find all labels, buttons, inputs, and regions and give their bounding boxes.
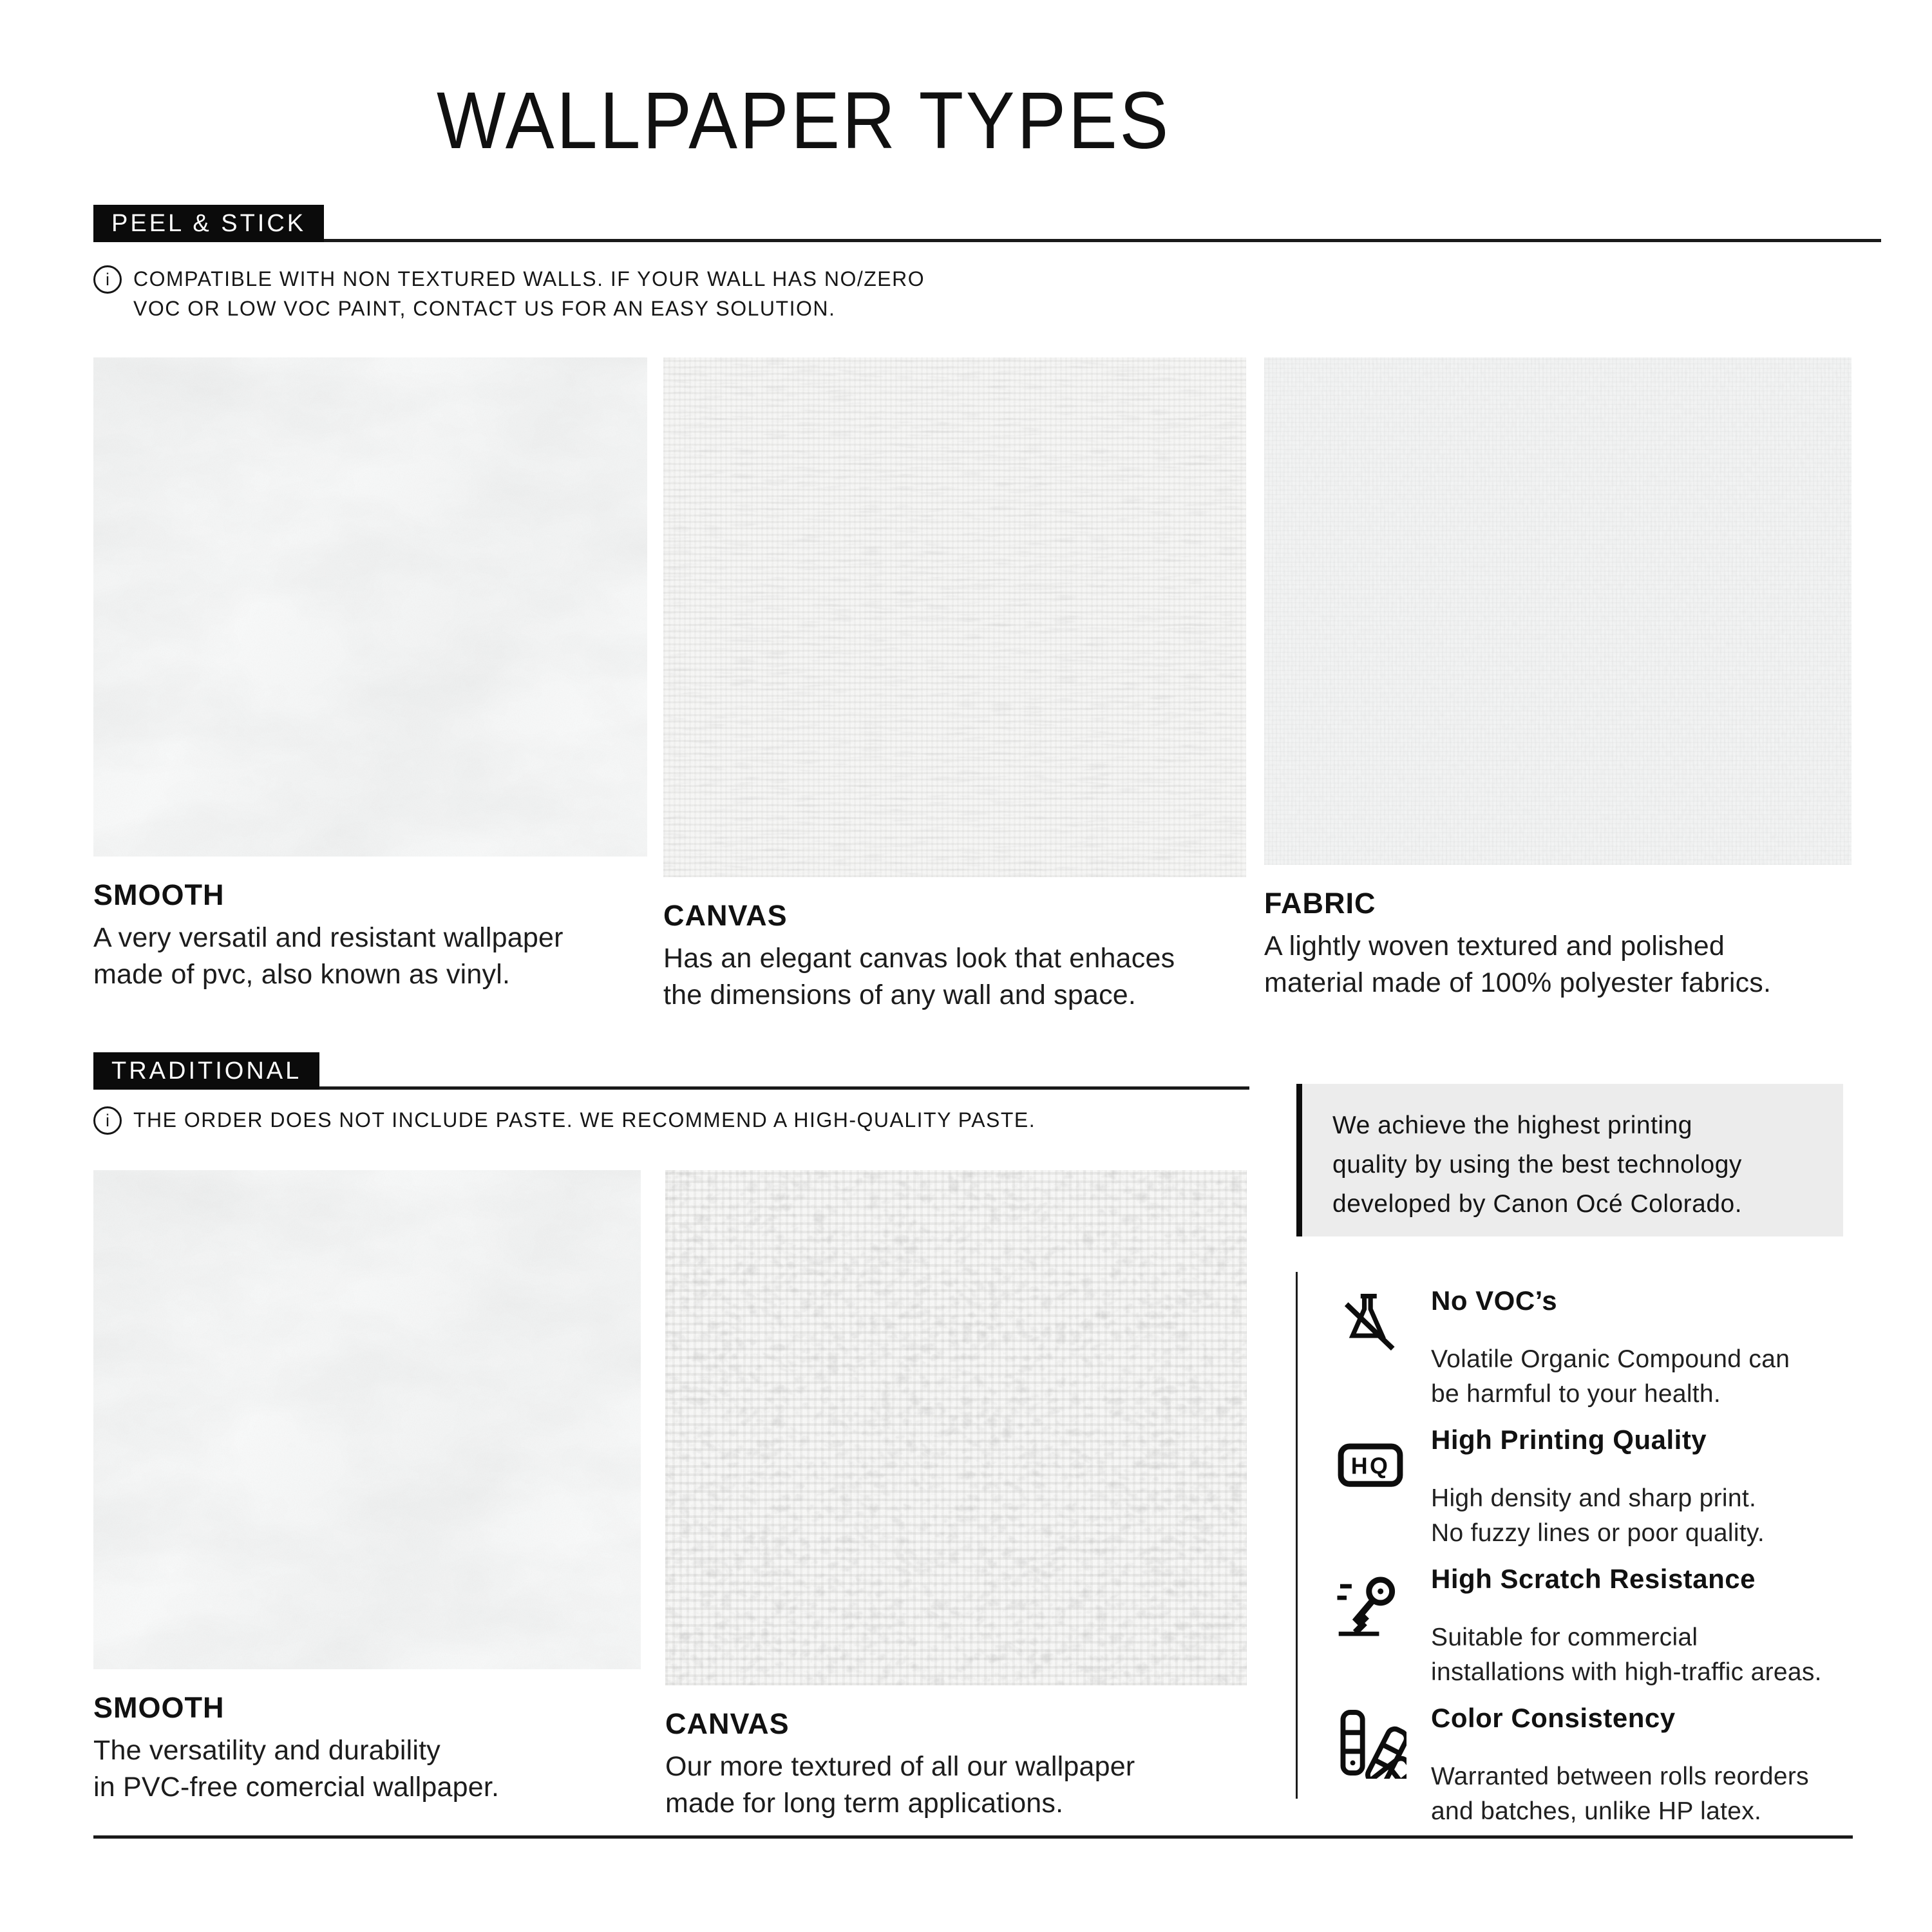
canvas-texture-noise: [663, 357, 1246, 877]
traditional-smooth-column: [93, 1170, 641, 1806]
feature-description: [1431, 1342, 1862, 1412]
peel-stick-note-text: [133, 264, 925, 323]
peel-stick-section-rule: [93, 239, 1881, 242]
feature-description-line: Suitable for commercial: [1431, 1624, 1698, 1651]
feature-description-line: Warranted between rolls reorders: [1431, 1763, 1809, 1790]
traditional-note: [93, 1105, 1036, 1135]
feature-description: [1431, 1481, 1862, 1551]
note-line: VOC OR LOW VOC PAINT, CONTACT US FOR AN EASY SOLUTION.: [133, 297, 836, 320]
peel-stick-smooth-column: [93, 357, 647, 993]
feature-color-consistency: [1334, 1703, 1862, 1829]
swatch-description: [1264, 928, 1852, 1001]
callout-line: developed by Canon Océ Colorado.: [1332, 1190, 1743, 1218]
swatch-description: [93, 1732, 641, 1806]
swatch-description-line: in PVC-free comercial wallpaper.: [93, 1772, 500, 1803]
callout-text: [1296, 1084, 1843, 1224]
swatch-description-line: the dimensions of any wall and space.: [663, 980, 1137, 1010]
features-divider-line: [1296, 1272, 1298, 1799]
info-icon: i: [93, 1106, 122, 1135]
rough-canvas-texture-noise: [665, 1170, 1247, 1685]
swatch-name: SMOOTH: [93, 1691, 225, 1724]
note-line: THE ORDER DOES NOT INCLUDE PASTE. WE RECOMMEND A HIGH-QUALITY PASTE.: [133, 1108, 1036, 1132]
page-title: WALLPAPER TYPES: [437, 76, 1171, 166]
info-icon: i: [93, 265, 122, 294]
swatch-description-line: made for long term applications.: [665, 1788, 1064, 1819]
peel-stick-canvas-column: [663, 357, 1246, 1014]
swatch-description-line: The versatility and durability: [93, 1735, 440, 1766]
swatch-name: SMOOTH: [93, 878, 225, 911]
swatch-name: CANVAS: [665, 1707, 790, 1740]
traditional-canvas-column: [665, 1170, 1247, 1822]
swatch-description-line: Has an elegant canvas look that enhaces: [663, 943, 1175, 974]
swatch-description-line: A very versatil and resistant wallpaper: [93, 922, 564, 953]
feature-title: High Scratch Resistance: [1431, 1564, 1756, 1594]
callout-accent-bar: [1296, 1084, 1302, 1236]
hq-badge-icon: [1334, 1428, 1406, 1501]
feature-description-line: High density and sharp print.: [1431, 1484, 1757, 1512]
feature-description-line: Volatile Organic Compound can: [1431, 1345, 1790, 1373]
printing-quality-callout: [1296, 1084, 1843, 1236]
feature-high-printing-quality: [1334, 1425, 1862, 1551]
swatch-description: [93, 920, 647, 993]
color-swatchbook-icon: [1334, 1707, 1406, 1779]
callout-line: We achieve the highest printing: [1332, 1112, 1692, 1139]
swatch-description-line: made of pvc, also known as vinyl.: [93, 959, 511, 990]
smooth-vinyl-texture-sample: [93, 357, 647, 857]
hq-badge-label: HQ: [1350, 1453, 1390, 1479]
callout-line: quality by using the best technology: [1332, 1151, 1742, 1179]
swatch-description: [663, 940, 1246, 1014]
feature-title: Color Consistency: [1431, 1703, 1676, 1733]
swatch-description-line: A lightly woven textured and polished: [1264, 931, 1725, 961]
feature-description-line: be harmful to your health.: [1431, 1380, 1721, 1408]
rough-canvas-texture-sample: [665, 1170, 1247, 1685]
peel-stick-note: [93, 264, 925, 323]
smooth-texture-noise: [93, 1170, 641, 1669]
feature-text: [1431, 1425, 1862, 1551]
feature-title: No VOC’s: [1431, 1285, 1558, 1316]
smooth-pvc-free-texture-sample: [93, 1170, 641, 1669]
feature-title: High Printing Quality: [1431, 1425, 1707, 1455]
feature-description-line: No fuzzy lines or poor quality.: [1431, 1519, 1765, 1547]
feature-description-line: and batches, unlike HP latex.: [1431, 1797, 1762, 1825]
feature-text: [1431, 1285, 1862, 1412]
fabric-texture-noise: [1264, 357, 1852, 865]
swatch-description-line: material made of 100% polyester fabrics.: [1264, 967, 1772, 998]
swatch-description: [665, 1748, 1247, 1822]
scratch-resistance-key-icon: [1334, 1567, 1406, 1640]
feature-description-line: installations with high-traffic areas.: [1431, 1658, 1822, 1686]
feature-high-scratch-resistance: [1334, 1564, 1862, 1690]
no-voc-flask-icon: [1342, 1291, 1404, 1352]
swatch-name: FABRIC: [1264, 887, 1376, 920]
swatch-name: CANVAS: [663, 899, 788, 932]
smooth-texture-noise: [93, 357, 647, 857]
swatch-description-line: Our more textured of all our wallpaper: [665, 1751, 1135, 1782]
bottom-rule: [93, 1835, 1853, 1839]
polyester-fabric-texture-sample: [1264, 357, 1852, 865]
note-line: COMPATIBLE WITH NON TEXTURED WALLS. IF YOUR WALL HAS NO/ZERO: [133, 267, 925, 290]
traditional-note-text: [133, 1105, 1036, 1135]
feature-text: [1431, 1703, 1862, 1829]
peel-stick-fabric-column: [1264, 357, 1852, 1001]
peel-stick-section-badge: PEEL & STICK: [93, 205, 324, 242]
feature-description: [1431, 1620, 1862, 1690]
feature-text: [1431, 1564, 1862, 1690]
woven-canvas-texture-sample: [663, 357, 1246, 877]
feature-no-voc: [1334, 1285, 1862, 1412]
traditional-section-badge: TRADITIONAL: [93, 1052, 319, 1090]
feature-description: [1431, 1759, 1862, 1829]
